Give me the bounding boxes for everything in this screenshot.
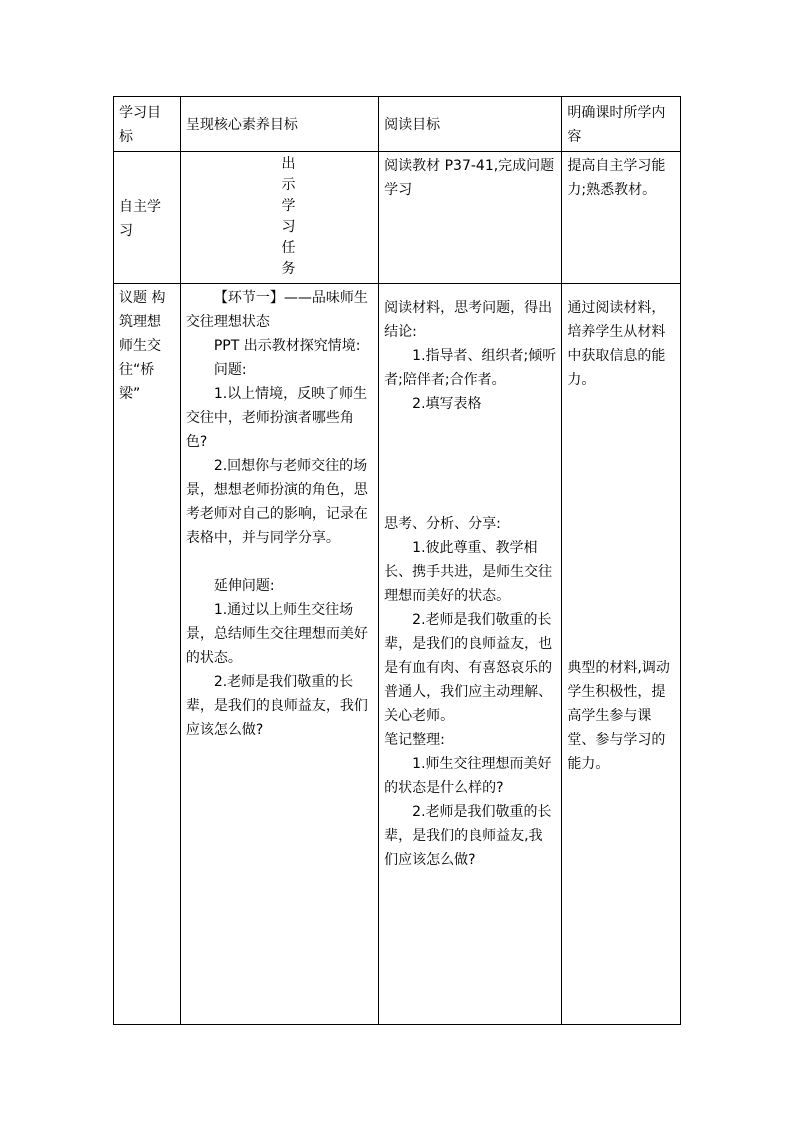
question-1: 1.以上情境，反映了师生交往中，老师扮演者哪些角色?	[185, 386, 368, 450]
notes-label: 笔记整理:	[384, 732, 445, 748]
section-title: 【环节一】——品味师生交往理想状态	[185, 290, 368, 330]
header-lesson-content: 明确课时所学内容	[562, 97, 681, 152]
extension-2: 2.老师是我们敬重的长辈，是我们的良师益友，我们应该怎么做?	[185, 674, 368, 738]
purpose-2: 典型的材料,调动学生积极性，提高学生参与课堂、参与学习的能力。	[567, 660, 670, 772]
question-2: 2.回想你与老师交往的场景，想想老师扮演的角色，思考老师对自己的影响，记录在表格中，并与同学分享。	[185, 458, 368, 546]
questions-label: 问题:	[213, 362, 247, 378]
cell-activity	[180, 284, 378, 1025]
cell-purpose	[562, 284, 681, 1025]
lesson-plan-table	[113, 96, 681, 1025]
table-row	[114, 284, 681, 1025]
extension-1: 1.通过以上师生交往场景，总结师生交往理想而美好的状态。	[185, 602, 368, 666]
cell-self-study: 自主学习	[114, 152, 181, 284]
table-header-row	[114, 97, 681, 152]
conclusion-2: 2.老师是我们敬重的长辈，是我们的良师益友，也是有血有肉、有喜怒哀乐的普通人，我们应主动理解、关心老师。	[384, 612, 553, 724]
reading-prompt: 阅读材料，思考问题，得出结论:	[384, 300, 553, 340]
header-learning-goal: 学习目标	[114, 97, 181, 152]
answer-1: 1.指导者、组织者;倾听者;陪伴者;合作者。	[384, 348, 557, 388]
note-2: 2.老师是我们敬重的长辈，是我们的良师益友,我们应该怎么做?	[384, 804, 552, 868]
cell-reading	[379, 284, 562, 1025]
answer-2: 2.填写表格	[412, 396, 482, 412]
cell-improve-ability: 提高自主学习能力;熟悉教材。	[562, 152, 681, 284]
header-reading-goal: 阅读目标	[379, 97, 562, 152]
cell-read-textbook: 阅读教材 P37-41,完成问题学习	[379, 152, 562, 284]
note-1: 1.师生交往理想而美好的状态是什么样的?	[384, 756, 552, 796]
cell-show-task	[180, 152, 378, 284]
intro-text: PPT 出示教材探究情境:	[213, 338, 361, 354]
cell-topic: 议题 构筑理想师生交往“桥梁”	[114, 284, 181, 1025]
header-core-literacy-goal: 呈现核心素养目标	[180, 97, 378, 152]
vertical-text: 出 示 学 习 任 务	[281, 156, 296, 277]
table-row	[114, 152, 681, 284]
purpose-1: 通过阅读材料，培养学生从材料中获取信息的能力。	[567, 300, 666, 388]
extension-label: 延伸问题:	[213, 578, 275, 594]
conclusion-1: 1.彼此尊重、教学相长、携手共进，是师生交往理想而美好的状态。	[384, 540, 553, 604]
think-prompt: 思考、分析、分享:	[384, 516, 501, 532]
